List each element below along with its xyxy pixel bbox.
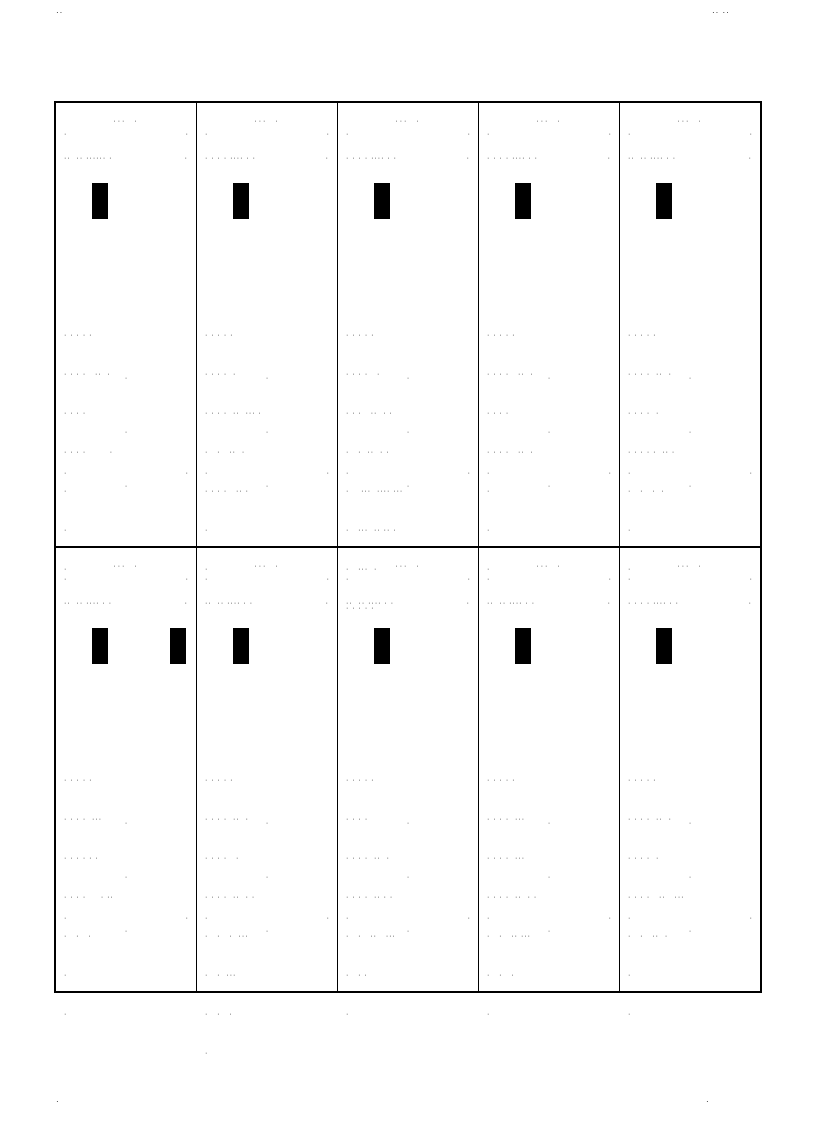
figure-bar [374, 628, 390, 664]
panel-foot-left-mark: · [64, 915, 67, 922]
panel-footer [479, 779, 619, 977]
panel-right-mark: · [467, 131, 470, 138]
body-line: · ··· · [346, 566, 378, 573]
footer-mark-right: · [706, 1097, 710, 1106]
panel-title: ··· · [254, 563, 280, 570]
body-line: · [64, 566, 68, 573]
panel-subtitle-left: ·· ·· ···· · · [64, 600, 113, 607]
foot-line: · [124, 874, 128, 881]
panel-right-mark: · [608, 131, 611, 138]
panel-subtitle-right: · [607, 155, 611, 162]
foot-line: · [406, 874, 410, 881]
panel-cell [338, 548, 479, 1018]
figure-bar [92, 183, 108, 219]
panel-left-mark: · [64, 576, 67, 583]
panel-left-mark: · [346, 576, 349, 583]
panel-right-mark: · [185, 131, 188, 138]
body-line: · · · · · [346, 332, 375, 339]
body-line: · · · · ·· · [628, 816, 672, 823]
panel-foot-left-mark: · [628, 915, 631, 922]
body-line: · · ·· ··· [487, 933, 531, 940]
panel-left-mark: · [346, 131, 349, 138]
panel-cell [479, 103, 620, 573]
panel-foot-right-mark: · [326, 470, 329, 477]
panel-subtitle-right: · [748, 600, 752, 607]
panel-title: ··· · [677, 563, 703, 570]
panel-footer [479, 334, 619, 532]
body-line: · · · · · [205, 777, 234, 784]
panel-subtitle [346, 155, 470, 163]
body-line: · · · · ·· · [64, 371, 111, 378]
panel-subtitle-right: · [466, 155, 470, 162]
body-line: · · · · · [346, 371, 381, 378]
panel-header [620, 548, 760, 618]
body-line: · · · · ·· · [487, 449, 534, 456]
body-line: · · · · · [64, 777, 93, 784]
body-line: · ··· ·· ·· · [346, 527, 397, 534]
panel-right-mark: · [467, 576, 470, 583]
panel-right-mark: · [608, 576, 611, 583]
body-line: · · · [487, 972, 515, 979]
body-line: · [628, 527, 632, 534]
body-line: · · · · · · [64, 855, 99, 862]
figure-bar [233, 628, 249, 664]
panel-subtitle-left: ·· ·· ···· · · [628, 155, 677, 162]
body-line: · [64, 488, 68, 495]
panel-foot-left-mark: · [487, 470, 490, 477]
foot-line: · [124, 483, 128, 490]
panel-foot-right-mark: · [608, 915, 611, 922]
panel-left-mark: · [205, 131, 208, 138]
footer-mark-left: · [56, 1097, 60, 1106]
foot-line: · [688, 483, 692, 490]
panel-figure [338, 618, 478, 674]
body-line: · · · · · [628, 777, 657, 784]
panel-header [479, 103, 619, 173]
panel-title: ··· · [536, 563, 562, 570]
panel-cell [338, 103, 479, 612]
body-line: · · · · ·· · [205, 816, 249, 823]
body-line: · · ··· [205, 972, 237, 979]
panel-foot-right-mark: · [467, 915, 470, 922]
panel-row-top [56, 103, 760, 612]
panel-title: ··· · [395, 118, 421, 125]
body-line: · · · · ·· · [346, 855, 390, 862]
panel-left-mark: · [628, 131, 631, 138]
panel-title: ··· · [113, 563, 139, 570]
body-line [346, 1086, 470, 1099]
panel-left-mark: · [628, 576, 631, 583]
panel-foot-left-mark: · [346, 915, 349, 922]
panel-subtitle-left: · · · · ···· · · [487, 155, 538, 162]
panel-cell [197, 103, 338, 573]
foot-line: · [124, 429, 128, 436]
body-line: · · · · [346, 816, 369, 823]
panel-subtitle [205, 600, 329, 608]
body-line [628, 1086, 752, 1099]
foot-line: · [688, 375, 692, 382]
panel-title: ··· · [536, 118, 562, 125]
body-line: · [64, 1011, 68, 1018]
panel-header [479, 548, 619, 618]
body-line: · · ·· ··· [346, 933, 396, 940]
body-line: · · ·· · [205, 449, 246, 456]
panel-subtitle-right: · [607, 600, 611, 607]
panel-figure [620, 173, 760, 229]
foot-line: · [265, 429, 269, 436]
body-line: · · · · · [205, 332, 234, 339]
foot-line: · [547, 820, 551, 827]
body-line: · [205, 566, 209, 573]
body-line [205, 1086, 329, 1099]
panel-title: ··· · [677, 118, 703, 125]
body-line: · [487, 488, 491, 495]
body-line: · [628, 566, 632, 573]
panel-subtitle-left: · · · · ···· · · [628, 600, 679, 607]
foot-line: · [265, 928, 269, 935]
panel-figure [197, 173, 337, 229]
body-line [487, 1047, 611, 1060]
panel-foot-right-mark: · [749, 915, 752, 922]
body-line: · · · ·· · · [346, 410, 393, 417]
body-line: · · · · ··· [64, 816, 103, 823]
panel-subtitle-left: ·· ·· ······ · [64, 155, 113, 162]
foot-line: · [547, 375, 551, 382]
body-line: · · · · · [628, 855, 660, 862]
panel-subtitle-left: · · · · ···· · · [205, 155, 256, 162]
panel-foot-right-mark: · [326, 915, 329, 922]
panel-header [197, 548, 337, 618]
body-line: · · · · [64, 410, 87, 417]
body-line: · · · [205, 1011, 233, 1018]
panel-subtitle [628, 600, 752, 608]
body-line: · · · · · ·· [64, 894, 114, 901]
body-line: · · · · · [487, 777, 516, 784]
panel-foot-left-mark: · [64, 470, 67, 477]
panel-subtitle [64, 155, 188, 163]
body-line: · · · · ·· · [205, 488, 249, 495]
body-line: · [628, 1011, 632, 1018]
foot-line: · [406, 820, 410, 827]
panel-subtitle-left: · · · · ···· · · [346, 155, 397, 162]
panel-foot-left-mark: · [205, 915, 208, 922]
body-line: · · · · · [487, 332, 516, 339]
body-line: · · · · [487, 410, 510, 417]
panel-title: ··· · [113, 118, 139, 125]
body-line: · · · · ·· · · [487, 894, 538, 901]
body-line: · [64, 527, 68, 534]
body-line: · · · · ·· · [487, 371, 534, 378]
figure-bar [656, 628, 672, 664]
panel-left-mark: · [64, 131, 67, 138]
panel-foot-right-mark: · [608, 470, 611, 477]
body-line [487, 1086, 611, 1099]
panel-right-mark: · [326, 131, 329, 138]
panel-subtitle [487, 600, 611, 608]
figure-bar [233, 183, 249, 219]
panel-cell [197, 548, 338, 1057]
body-line [628, 1047, 752, 1060]
panel-footer [620, 334, 760, 532]
panel-foot-left-mark: · [346, 470, 349, 477]
figure-bar-secondary [170, 628, 186, 664]
foot-line: · [547, 874, 551, 881]
body-line: · [64, 972, 68, 979]
panel-foot-left-mark: · [628, 470, 631, 477]
body-line: · · · · ·· · · [346, 894, 394, 901]
body-line [346, 1047, 470, 1060]
foot-line: · [265, 483, 269, 490]
foot-line: · [406, 483, 410, 490]
foot-line: · [124, 375, 128, 382]
body-line: · [205, 527, 209, 534]
foot-line: · [124, 820, 128, 827]
panel-subtitle-right: · [748, 155, 752, 162]
panel-cell [56, 548, 197, 1018]
body-line: · [205, 1050, 209, 1057]
foot-line: · [406, 429, 410, 436]
figure-bar [374, 183, 390, 219]
panel-cell [56, 103, 197, 573]
panel-title: ··· · [395, 563, 421, 570]
body-line: · · · · [628, 488, 665, 495]
foot-line: · [265, 820, 269, 827]
body-line: · · · [346, 972, 368, 979]
foot-line: · [688, 820, 692, 827]
body-line: · · · · · [346, 777, 375, 784]
panel-subtitle-left: ·· ·· ···· · · [346, 600, 395, 607]
panel-header [338, 103, 478, 173]
panel-header [338, 548, 478, 618]
panel-subtitle [205, 155, 329, 163]
panel-foot-left-mark: · [487, 915, 490, 922]
header-mark-right: ·· ·· [712, 8, 730, 17]
body-line: · · · ··· [205, 933, 249, 940]
panel-left-mark: · [205, 576, 208, 583]
figure-bar [515, 628, 531, 664]
panel-foot-right-mark: · [185, 470, 188, 477]
panel-header [620, 103, 760, 173]
body-line: · · · · · [205, 855, 240, 862]
panel-foot-right-mark: · [185, 915, 188, 922]
body-line: · · · · · [346, 605, 375, 612]
panel-right-mark: · [749, 576, 752, 583]
panel-figure [479, 173, 619, 229]
foot-line: · [547, 483, 551, 490]
body-line: · · · · · [628, 410, 660, 417]
figure-bar [515, 183, 531, 219]
panel-footer [620, 779, 760, 977]
foot-line: · [688, 928, 692, 935]
panel-cell [620, 548, 760, 1018]
panel-footer [338, 334, 478, 532]
panel-cell [620, 103, 760, 573]
body-line: · [346, 1011, 350, 1018]
panel-figure [56, 173, 196, 229]
panel-right-mark: · [326, 576, 329, 583]
body-line: · [628, 972, 632, 979]
header-mark-left: ·· [56, 8, 64, 17]
foot-line: · [265, 375, 269, 382]
panel-subtitle-right: · [325, 600, 329, 607]
body-line [64, 1047, 188, 1060]
panel-subtitle-left: ·· ·· ···· · · [487, 600, 536, 607]
panel-figure [479, 618, 619, 674]
body-line: · ··· ···· ··· [346, 488, 404, 495]
panel-footer [197, 779, 337, 977]
foot-line: · [406, 375, 410, 382]
panel-subtitle [64, 600, 188, 608]
panel-figure [56, 618, 196, 674]
panel-subtitle [346, 600, 470, 608]
panel-subtitle-right: · [184, 600, 188, 607]
panel-left-mark: · [487, 576, 490, 583]
body-line: · [487, 527, 491, 534]
panel-subtitle [487, 155, 611, 163]
body-line: · · ·· · [628, 933, 669, 940]
panel-grid [54, 101, 762, 1057]
foot-line: · [547, 429, 551, 436]
panel-subtitle-right: · [466, 600, 470, 607]
body-line: · · · · ··· [487, 816, 526, 823]
panel-cell [479, 548, 620, 1018]
panel-left-mark: · [487, 131, 490, 138]
panel-header [197, 103, 337, 173]
figure-bar [656, 183, 672, 219]
panel-foot-right-mark: · [467, 470, 470, 477]
body-line: · · · · ·· ··· [628, 894, 685, 901]
panel-footer [338, 779, 478, 977]
panel-footer [197, 334, 337, 532]
body-line: · · · [64, 933, 92, 940]
foot-line: · [265, 874, 269, 881]
foot-line: · [406, 928, 410, 935]
panel-row-bottom [56, 548, 760, 1057]
panel-figure [197, 618, 337, 674]
body-line: · [487, 566, 491, 573]
panel-figure [338, 173, 478, 229]
body-line: · · · · · [205, 371, 237, 378]
body-line: · · · · · [628, 332, 657, 339]
panel-right-mark: · [749, 131, 752, 138]
panel-foot-left-mark: · [205, 470, 208, 477]
foot-line: · [688, 874, 692, 881]
panel-header [56, 548, 196, 618]
figure-bar [92, 628, 108, 664]
panel-right-mark: · [185, 576, 188, 583]
foot-line: · [124, 928, 128, 935]
panel-subtitle-right: · [184, 155, 188, 162]
panel-subtitle [628, 155, 752, 163]
panel-title: ··· · [254, 118, 280, 125]
panel-footer [56, 334, 196, 532]
panel-foot-right-mark: · [749, 470, 752, 477]
body-line: · · · · · [64, 332, 93, 339]
body-line: · · · · ·· · · [205, 894, 256, 901]
body-line: · · · · ·· ··· · [205, 410, 262, 417]
panel-subtitle-right: · [325, 155, 329, 162]
body-line: · · · · · [64, 449, 114, 456]
body-line [64, 1086, 188, 1099]
body-line: · · · · · ·· · [628, 449, 676, 456]
body-line: · · · · ·· · [628, 371, 672, 378]
body-line: · [487, 1011, 491, 1018]
panel-subtitle-left: ·· ·· ···· · · [205, 600, 254, 607]
foot-line: · [547, 928, 551, 935]
panel-footer [56, 779, 196, 977]
body-line: · · · · ··· [487, 855, 526, 862]
body-line: · · ·· · · [346, 449, 390, 456]
panel-figure [620, 618, 760, 674]
foot-line: · [688, 429, 692, 436]
panel-header [56, 103, 196, 173]
